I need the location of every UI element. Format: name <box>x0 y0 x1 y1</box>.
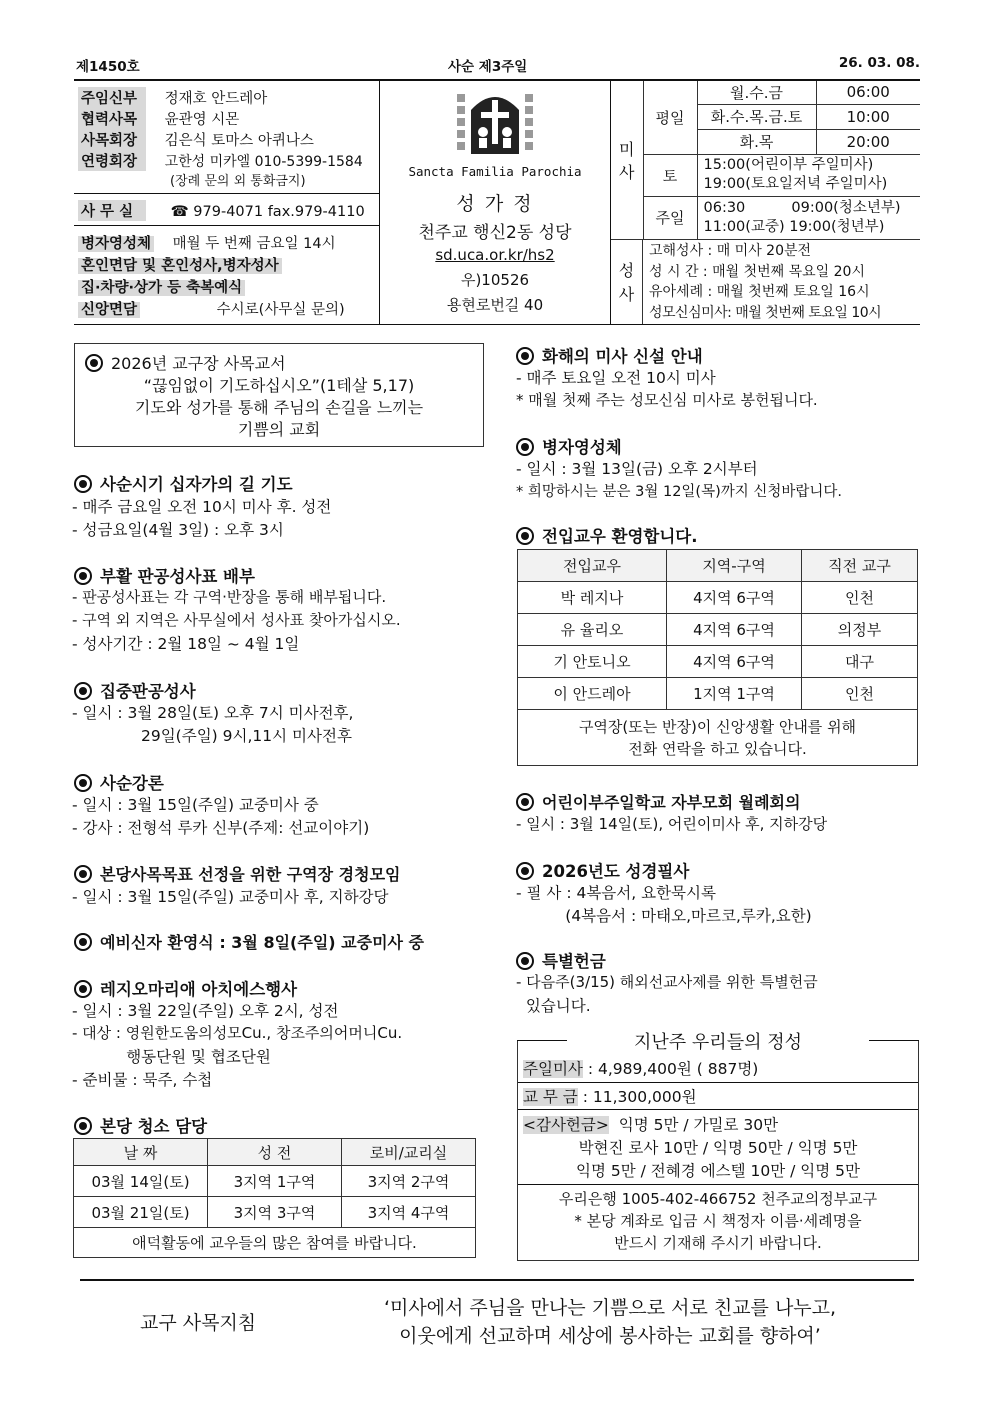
staff-label: 사목회장 <box>78 129 146 150</box>
bullet-icon <box>74 682 92 700</box>
section-title: 예비신자 환영식 : 3월 8일(주일) 교중미사 중 <box>74 930 424 953</box>
service-row <box>78 232 336 253</box>
table-row <box>74 1197 476 1228</box>
weekday-time: 06:00 <box>816 81 920 104</box>
issue-number: 제1450호 <box>76 59 140 75</box>
table-footer-row <box>74 1228 476 1258</box>
table-header: 로비/교리실 <box>342 1139 476 1166</box>
bullet-icon <box>85 354 103 372</box>
section-line: - 일시 : 3월 22일(주일) 오후 2시, 성전 <box>72 1002 339 1020</box>
offering-thanks-line: 익명 5만 / 전혜경 에스텔 10만 / 익명 5만 <box>576 1162 860 1180</box>
table-cell: 03월 14일(토) <box>74 1166 208 1197</box>
table-row <box>518 678 918 710</box>
service-label: 혼인면담 및 혼인성사,병자성사 <box>78 258 282 274</box>
section-line: * 희망하시는 분은 3월 12일(목)까지 신청바랍니다. <box>516 484 843 500</box>
table-cell: 3지역 3구역 <box>208 1197 342 1228</box>
table-cell: 1지역 1구역 <box>667 678 802 710</box>
parish-address: 용현로번길 40 <box>446 296 544 314</box>
section-title: 전입교우 환영합니다. <box>516 523 697 547</box>
section-title: 부활 판공성사표 배부 <box>74 563 255 587</box>
bullet-icon <box>74 475 92 493</box>
bullet-icon <box>516 438 534 456</box>
service-label: 병자영성체 <box>78 236 154 252</box>
table-cell: 4지역 6구역 <box>667 582 802 614</box>
section-line: * 매월 첫째 주는 성모신심 미사로 봉헌됩니다. <box>516 391 818 409</box>
table-cell: 대구 <box>802 646 918 678</box>
section-title: 2026년도 성경필사 <box>516 858 689 882</box>
parish-latin-name: Sancta Familia Parochia <box>408 164 582 179</box>
staff-value: 고한성 미카엘 010-5399-1584 <box>164 154 363 170</box>
weekday-days: 화.수.목.금.토 <box>697 104 816 129</box>
sacrament-list <box>649 241 881 323</box>
section-line: - 일시 : 3월 13일(금) 오후 2시부터 <box>516 460 758 478</box>
header-bottom-line <box>74 324 920 325</box>
offering-dues: 교 무 금 : 11,300,000원 <box>523 1088 697 1106</box>
section-title: 사순시기 십자가의 길 기도 <box>74 471 293 495</box>
bullet-icon <box>516 952 534 970</box>
liturgical-week: 사순 제3주일 <box>448 59 528 75</box>
bullet-icon <box>516 862 534 880</box>
offering-box <box>517 1032 919 1261</box>
table-footer: 구역장(또는 반장)이 신앙생활 안내를 위해 전화 연락을 하고 있습니다. <box>518 710 918 766</box>
section-line: - 강사 : 전형석 루카 신부(주제: 선교이야기) <box>72 819 370 837</box>
section-line: - 일시 : 3월 15일(주일) 교중미사 중 <box>72 796 319 814</box>
section-line: - 일시 : 3월 28일(토) 오후 7시 미사전후, <box>72 704 354 722</box>
diocese-guideline-quote: ‘미사에서 주님을 만나는 기쁨으로 서로 친교를 나누고, 이웃에게 선교하며 세상에 봉사하는 교회를 향하여’ <box>383 1297 837 1347</box>
staff-label: 연령회장 <box>78 150 146 171</box>
service-value: 수시로(사무실 문의) <box>216 302 345 318</box>
offering-thanks-line: 박현진 로사 10만 / 익명 50만 / 익명 5만 <box>578 1139 858 1157</box>
bullet-icon <box>516 793 534 811</box>
table-header: 날 짜 <box>74 1139 208 1166</box>
sacrament-side-label: 성 사 <box>611 239 643 324</box>
box-divider <box>518 1109 918 1110</box>
parish-info <box>380 84 610 324</box>
staff-row <box>78 108 239 129</box>
box-divider <box>518 1184 918 1185</box>
table-cell: 박 레지나 <box>518 582 667 614</box>
service-value: 매월 두 번째 금요일 14시 <box>172 236 336 252</box>
mass-side-label: 미 사 <box>611 81 643 239</box>
section-title: 특별헌금 <box>516 948 606 972</box>
section-title: 사순강론 <box>74 770 164 794</box>
table-row <box>518 582 918 614</box>
table-header-row <box>518 550 918 582</box>
table-header: 전입교우 <box>518 550 667 582</box>
section-title: 본당사목목표 선정을 위한 구역장 경청모임 <box>74 862 401 885</box>
footer-divider <box>80 1279 914 1281</box>
pastoral-letter-text: “끊임없이 기도하십시오”(1테살 5,17) 기도와 성가를 통해 주님의 손길을 느끼는 기쁨의 교회 <box>134 376 424 439</box>
section-line: - 구역 외 지역은 사무실에서 성사표 찾아가십시오. <box>72 611 401 629</box>
table-cell: 이 안드레아 <box>518 678 667 710</box>
office-phone: ☎ 979-4071 fax.979-4110 <box>170 204 365 220</box>
staff-row <box>78 150 363 171</box>
issue-date: 26. 03. 08. <box>838 55 920 71</box>
offering-sunday: 주일미사 : 4,989,400원 ( 887명) <box>523 1060 759 1078</box>
table-cell: 4지역 6구역 <box>667 614 802 646</box>
table-cell: 3지역 1구역 <box>208 1166 342 1197</box>
section-line: - 일시 : 3월 14일(토), 어린이미사 후, 지하강당 <box>516 815 828 833</box>
staff-label: 협력사목 <box>78 108 146 129</box>
table-cell: 인천 <box>802 678 918 710</box>
pastoral-letter-box <box>74 343 484 447</box>
sacrament-line: 성 시 간 : 매월 첫번째 목요일 20시 <box>649 263 865 280</box>
sacrament-line: 성모신심미사: 매월 첫번째 토요일 10시 <box>649 304 882 321</box>
staff-row <box>78 129 314 150</box>
section-line: 29일(주일) 9시,11시 미사전후 <box>72 727 352 745</box>
cleaning-table <box>73 1138 476 1258</box>
bullet-icon <box>74 980 92 998</box>
office-label: 사 무 실 <box>78 200 146 221</box>
table-footer: 애덕활동에 교우들의 많은 참여를 바랍니다. <box>74 1228 476 1258</box>
service-row <box>78 298 345 319</box>
section-line: - 일시 : 3월 15일(주일) 교중미사 후, 지하강당 <box>72 888 389 906</box>
table-row <box>518 646 918 678</box>
bullet-icon <box>516 347 534 365</box>
info-divider <box>74 225 379 226</box>
table-row <box>518 614 918 646</box>
offering-title: 지난주 우리들의 정성 <box>634 1032 802 1053</box>
bullet-icon <box>74 567 92 585</box>
parish-url[interactable]: sd.uca.or.kr/hs2 <box>435 246 555 264</box>
section-title: 집중판공성사 <box>74 678 196 702</box>
staff-row <box>78 87 267 108</box>
staff-note: (장례 문의 외 통화금지) <box>170 174 306 189</box>
bullet-icon <box>74 865 92 883</box>
section-title: 병자영성체 <box>516 434 622 458</box>
section-line: (4복음서 : 마태오,마르코,루카,요한) <box>516 907 812 925</box>
section-line: - 필 사 : 4복음서, 요한묵시록 <box>516 884 716 902</box>
sunday-label: 주일 <box>643 196 697 239</box>
sunday-masses: 06:30 09:00(청소년부) 11:00(교중) 19:00(청년부) <box>697 196 920 239</box>
info-divider <box>74 193 379 194</box>
section-line: - 대상 : 영원한도움의성모Cu., 창조주의어머니Cu. <box>72 1024 403 1042</box>
service-row <box>78 254 282 275</box>
section-title: 레지오마리애 아치에스행사 <box>74 976 297 1000</box>
table-cell: 기 안토니오 <box>518 646 667 678</box>
parish-logo-icon <box>455 88 535 158</box>
section-title: 화해의 미사 신설 안내 <box>516 343 703 367</box>
staff-label: 주임신부 <box>78 87 146 108</box>
bullet-icon <box>74 774 92 792</box>
table-header: 직전 교구 <box>802 550 918 582</box>
saturday-masses: 15:00(어린이부 주일미사) 19:00(토요일저녁 주일미사) <box>697 154 920 196</box>
table-cell: 인천 <box>802 582 918 614</box>
parish-zip: 우)10526 <box>460 271 530 289</box>
bullet-icon <box>74 933 92 951</box>
section-line: - 성금요일(4월 3일) : 오후 3시 <box>72 521 284 539</box>
table-cell: 의정부 <box>802 614 918 646</box>
pastoral-letter-title: 2026년 교구장 사목교서 <box>85 351 286 374</box>
table-cell: 3지역 4구역 <box>342 1197 476 1228</box>
mass-schedule <box>611 81 920 324</box>
offering-thanks: <감사헌금> 익명 5만 / 가밀로 30만 <box>523 1116 779 1134</box>
section-line: - 준비물 : 묵주, 수첩 <box>72 1071 213 1089</box>
office-row <box>78 200 365 221</box>
bullet-icon <box>74 1117 92 1135</box>
weekday-time: 10:00 <box>816 104 920 129</box>
staff-value: 정재호 안드레아 <box>164 91 268 107</box>
table-footer-row <box>518 710 918 766</box>
section-line: - 매주 토요일 오전 10시 미사 <box>516 369 716 387</box>
service-row <box>78 276 245 297</box>
section-line: - 다음주(3/15) 해외선교사제를 위한 특별헌금 <box>516 973 818 991</box>
top-bar <box>76 55 920 77</box>
box-divider <box>518 1082 918 1083</box>
section-line: 있습니다. <box>516 997 591 1015</box>
table-cell: 4지역 6구역 <box>667 646 802 678</box>
section-line: - 판공성사표는 각 구역·반장을 통해 배부됩니다. <box>72 588 387 606</box>
weekday-days: 화.목 <box>697 129 816 154</box>
staff-value: 김은식 토마스 아퀴나스 <box>164 133 314 149</box>
weekday-days: 월.수.금 <box>697 81 816 104</box>
service-label: 신앙면담 <box>78 302 140 318</box>
sacrament-line: 유아세례 : 매월 첫번째 토요일 16시 <box>649 284 870 300</box>
parish-name: 성 가 정 <box>456 193 534 215</box>
table-cell: 03월 21일(토) <box>74 1197 208 1228</box>
section-line: 행동단원 및 협조단원 <box>72 1048 271 1066</box>
weekday-label: 평일 <box>643 81 697 154</box>
parish-full-name: 천주교 행신2동 성당 <box>418 223 572 243</box>
bank-account-info: 우리은행 1005-402-466752 천주교의정부교구 * 본당 계좌로 입금 시 책정자 이름·세례명을 반드시 기재해 주시기 바랍니다. <box>558 1190 878 1252</box>
saturday-label: 토 <box>643 154 697 196</box>
table-header: 지역-구역 <box>667 550 802 582</box>
newcomers-table <box>517 549 918 766</box>
staff-value: 윤관영 시몬 <box>164 112 240 128</box>
diocese-guideline-label: 교구 사목지침 <box>140 1312 257 1334</box>
table-header: 성 전 <box>208 1139 342 1166</box>
table-cell: 3지역 2구역 <box>342 1166 476 1197</box>
section-title: 어린이부주일학교 자부모회 월례회의 <box>516 790 800 813</box>
bullet-icon <box>516 527 534 545</box>
table-header-row <box>74 1139 476 1166</box>
section-line: - 매주 금요일 오전 10시 미사 후. 성전 <box>72 498 332 516</box>
service-label: 집·차량·상가 등 축복예식 <box>78 280 245 296</box>
section-line: - 성사기간 : 2월 18일 ~ 4월 1일 <box>72 635 300 653</box>
table-cell: 유 율리오 <box>518 614 667 646</box>
sacrament-line: 고해성사 : 매 미사 20분전 <box>649 243 812 259</box>
section-title: 본당 청소 담당 <box>74 1113 207 1137</box>
weekday-time: 20:00 <box>816 129 920 154</box>
table-row <box>74 1166 476 1197</box>
